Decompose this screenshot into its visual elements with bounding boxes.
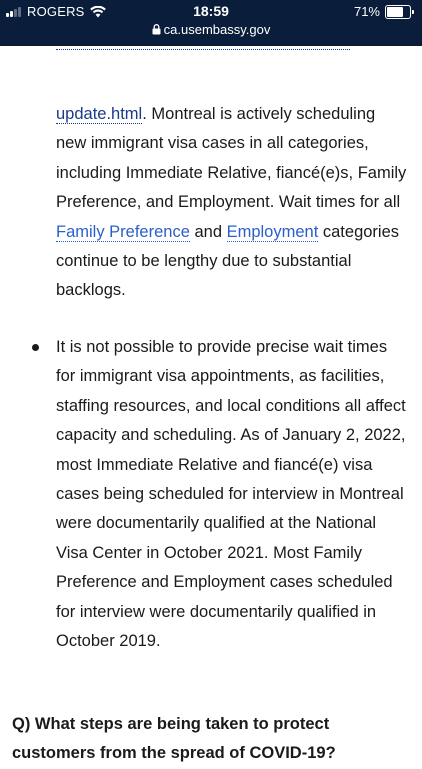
family-preference-link[interactable]: Family Preference xyxy=(56,222,190,241)
status-bar xyxy=(0,0,422,46)
clipped-link-underline xyxy=(56,47,350,53)
bullet-1-text-c: categories continue to be lengthy due to substantial backlogs. xyxy=(56,222,400,300)
bullet-item-2: It is not possible to provide precise wait times for immigrant visa appointments, as facilities, staffing resources, and local conditions all affect capacity and scheduling. As of January 2, 2022, most Immediate Relative and fiancé(e) visa cases being scheduled for interview in Montreal were documentarily qualified at the National Visa Center in October 2021. Most Family Preference and Employment cases scheduled for interview were documentarily qualified in October 2019. xyxy=(56,338,406,651)
bullet-dot-icon xyxy=(32,344,39,351)
lock-icon xyxy=(152,24,161,35)
battery-indicator xyxy=(354,4,414,19)
battery-icon xyxy=(385,5,411,19)
update-html-link[interactable]: update.html xyxy=(56,105,143,123)
clock: 18:59 xyxy=(193,3,229,19)
carrier-name: ROGERS xyxy=(27,4,85,19)
bullet-item-1 xyxy=(56,100,408,306)
bullet-1-text-b: and xyxy=(189,222,227,241)
battery-percent: 71% xyxy=(353,4,380,19)
employment-link[interactable]: Employment xyxy=(226,222,319,241)
faq-question: Q) What steps are being taken to protect customers from the spread of COVID-19? xyxy=(12,715,336,763)
address-bar[interactable] xyxy=(0,22,422,37)
url-text: ca.usembassy.gov xyxy=(163,22,271,37)
bullet-1-text-a: . Montreal is actively scheduling new immigrant visa cases in all categories, including Immediate Relative, fiancé(e)s, Family Preference, and Employment. Wait times for all xyxy=(56,105,407,212)
